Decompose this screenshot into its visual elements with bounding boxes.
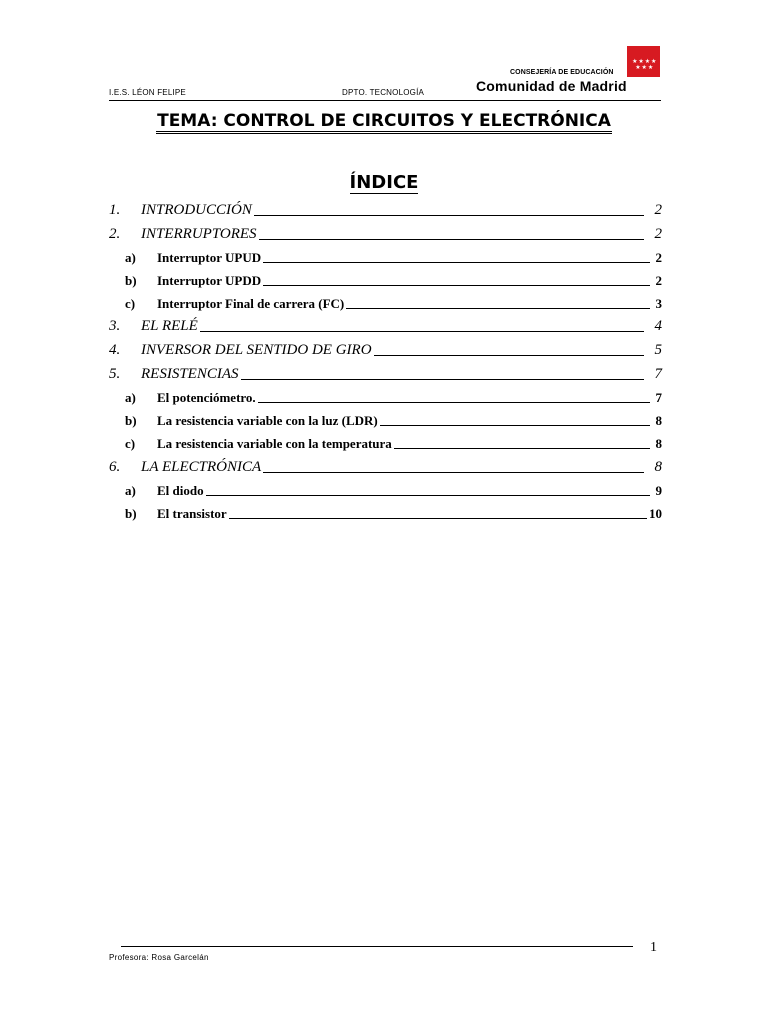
toc-leader-line <box>206 495 650 496</box>
toc-entry[interactable] <box>109 432 662 452</box>
toc-entry[interactable] <box>109 409 662 429</box>
org-subtitle: CONSEJERÍA DE EDUCACIÓN <box>510 69 614 76</box>
toc-entry-label: Interruptor UPDD <box>157 273 262 288</box>
toc-entry[interactable] <box>109 502 662 522</box>
toc-entry-page: 8 <box>655 436 662 451</box>
toc-entry-page: 8 <box>655 413 662 428</box>
toc-entry-label: RESISTENCIAS <box>141 366 239 382</box>
toc-entry-label: INTRODUCCIÓN <box>141 202 252 218</box>
org-name: Comunidad de Madrid <box>476 78 627 94</box>
toc-entry-page: 2 <box>654 202 662 218</box>
toc-entry-page: 3 <box>655 296 662 311</box>
toc-entry-number: c) <box>125 296 136 311</box>
flag-stars-icon: ★ ★ ★ ★ ★ ★ ★ <box>632 58 656 71</box>
toc-entry[interactable] <box>109 223 662 243</box>
toc-leader-line <box>380 425 650 426</box>
toc-entry-label: Interruptor UPUD <box>157 250 262 265</box>
toc-entry-number: a) <box>125 483 136 498</box>
toc-entry[interactable] <box>109 479 662 499</box>
toc-leader-line <box>374 355 644 356</box>
toc-entry[interactable] <box>109 246 662 266</box>
toc-entry-page: 8 <box>654 459 662 475</box>
toc-entry-number: 5. <box>109 366 121 382</box>
footer-rule <box>121 946 633 947</box>
index-heading <box>0 172 768 193</box>
toc-entry-number: b) <box>125 506 137 521</box>
page-number: 1 <box>650 940 657 955</box>
toc-entry[interactable] <box>109 386 662 406</box>
toc-entry-label: El diodo <box>157 483 204 498</box>
toc-entry-page: 5 <box>654 342 662 358</box>
toc-entry-label: El transistor <box>157 506 227 521</box>
toc-entry[interactable] <box>109 339 662 359</box>
toc-entry-page: 4 <box>654 318 662 334</box>
toc-entry[interactable] <box>109 199 662 219</box>
toc-leader-line <box>259 239 644 240</box>
toc-entry-number: c) <box>125 436 136 451</box>
toc-entry-page: 2 <box>655 273 662 288</box>
toc-entry[interactable] <box>109 292 662 312</box>
toc-entry[interactable] <box>109 363 662 383</box>
toc-entry-label: EL RELÉ <box>141 318 198 334</box>
toc-entry-label: LA ELECTRÓNICA <box>141 459 262 475</box>
header-department: DPTO. TECNOLOGÍA <box>342 88 425 97</box>
toc-entry-number: b) <box>125 413 137 428</box>
toc-entry-number: 2. <box>109 226 121 242</box>
toc-entry-page: 10 <box>649 506 662 521</box>
header-rule <box>109 100 661 101</box>
index-heading-text: ÍNDICE <box>349 172 419 193</box>
toc-leader-line <box>394 448 650 449</box>
toc-entry-number: 1. <box>109 202 121 218</box>
toc-entry-label: La resistencia variable con la temperatura <box>157 436 392 451</box>
toc-entry-label: Interruptor Final de carrera (FC) <box>157 296 345 311</box>
toc-entry-page: 2 <box>654 226 662 242</box>
toc-leader-line <box>229 518 647 519</box>
toc-entry-number: 4. <box>109 342 121 358</box>
footer-author: Profesora: Rosa Garcelán <box>109 953 209 962</box>
toc-entry[interactable] <box>109 269 662 289</box>
document-title <box>0 111 768 131</box>
toc-leader-line <box>241 379 645 380</box>
toc-leader-line <box>263 472 644 473</box>
toc-entry-number: 3. <box>109 318 121 334</box>
toc-entry-page: 7 <box>654 366 662 382</box>
toc-leader-line <box>254 215 644 216</box>
toc-entry-label: INVERSOR DEL SENTIDO DE GIRO <box>141 342 372 358</box>
toc-entry[interactable] <box>109 315 662 335</box>
toc-entry-number: 6. <box>109 459 121 475</box>
toc-entry-label: INTERRUPTORES <box>141 226 257 242</box>
toc-entry-number: b) <box>125 273 137 288</box>
toc-leader-line <box>200 331 644 332</box>
toc-leader-line <box>346 308 650 309</box>
header-school: I.E.S. LÉON FELIPE <box>109 88 186 97</box>
toc-entry-label: El potenciómetro. <box>157 390 256 405</box>
toc-entry-number: a) <box>125 390 136 405</box>
toc-leader-line <box>263 285 650 286</box>
toc-leader-line <box>263 262 650 263</box>
toc-entry-number: a) <box>125 250 136 265</box>
toc-entry[interactable] <box>109 456 662 476</box>
toc-entry-page: 7 <box>655 390 662 405</box>
toc-entry-label: La resistencia variable con la luz (LDR) <box>157 413 378 428</box>
document-title-text: TEMA: CONTROL DE CIRCUITOS Y ELECTRÓNICA <box>156 111 612 134</box>
madrid-flag-logo <box>627 46 660 77</box>
toc-entry-page: 9 <box>655 483 662 498</box>
toc-entry-page: 2 <box>655 250 662 265</box>
toc-leader-line <box>258 402 650 403</box>
